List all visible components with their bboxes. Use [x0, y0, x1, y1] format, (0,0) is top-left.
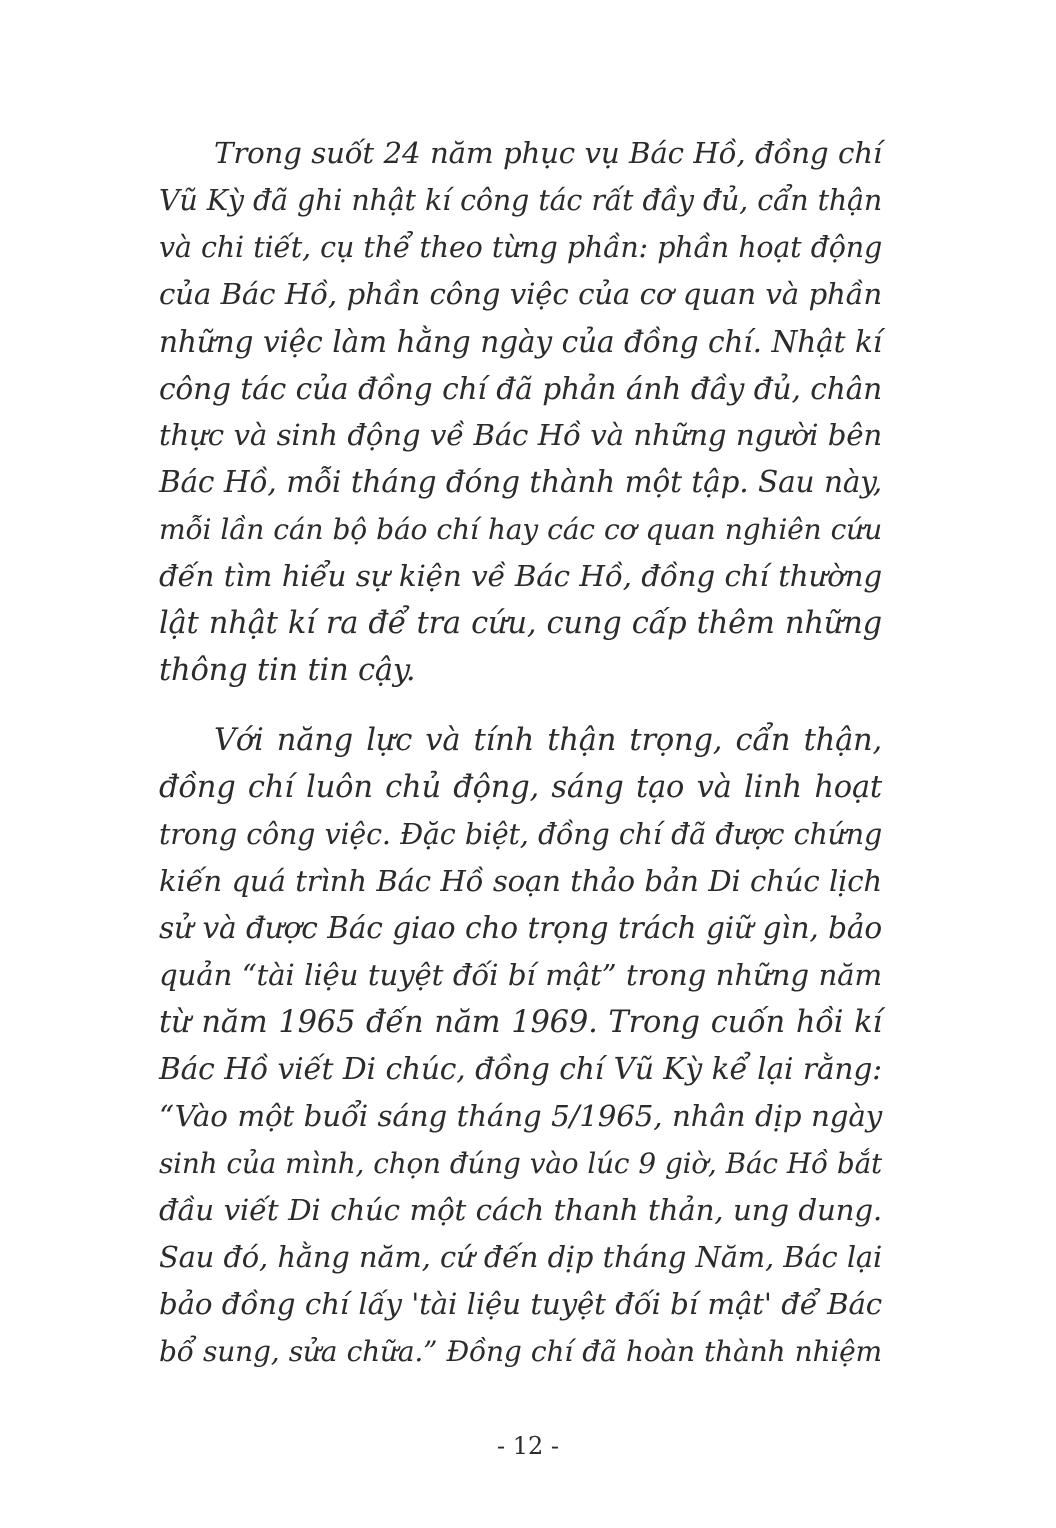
text-line: thực và sinh động về Bác Hồ và những người bên [159, 418, 882, 452]
text-line: quản “tài liệu tuyệt đối bí mật” trong những năm [159, 958, 882, 992]
text-line: Bác Hồ, mỗi tháng đóng thành một tập. Sau này, [159, 465, 882, 499]
text-line: thông tin tin cậy. [159, 653, 416, 688]
text-line: những việc làm hằng ngày của đồng chí. Nhật kí [159, 324, 882, 359]
text-line: đầu viết Di chúc một cách thanh thản, ung dung. [159, 1193, 882, 1227]
text-line: lật nhật kí ra để tra cứu, cung cấp thêm những [159, 606, 882, 641]
text-line: đến tìm hiểu sự kiện về Bác Hồ, đồng chí thường [159, 559, 882, 593]
text-line: của Bác Hồ, phần công việc của cơ quan và phần [159, 277, 882, 311]
text-line: Bác Hồ viết Di chúc, đồng chí Vũ Kỳ kể lại rằng: [159, 1052, 882, 1087]
text-line: Trong suốt 24 năm phục vụ Bác Hồ, đồng chí [214, 136, 882, 170]
text-line: và chi tiết, cụ thể theo từng phần: phần hoạt động [159, 231, 882, 264]
text-line: sinh của mình, chọn đúng vào lúc 9 giờ, Bác Hồ bắt [159, 1147, 882, 1180]
text-line: Vũ Kỳ đã ghi nhật kí công tác rất đầy đủ, cẩn thận [159, 184, 882, 217]
text-line: công tác của đồng chí đã phản ánh đầy đủ, chân [159, 371, 882, 406]
body-text [159, 130, 882, 1375]
text-line: mỗi lần cán bộ báo chí hay các cơ quan nghiên cứu [159, 513, 882, 546]
text-line: Sau đó, hằng năm, cứ đến dịp tháng Năm, Bác lại [159, 1240, 882, 1274]
page-number: - 12 - [496, 1432, 559, 1460]
paragraph-2 [159, 717, 882, 1375]
paragraph-spacer [159, 694, 882, 717]
text-line: “Vào một buổi sáng tháng 5/1965, nhân dịp ngày [159, 1099, 882, 1133]
text-line: Với năng lực và tính thận trọng, cẩn thận, [214, 723, 882, 758]
text-line: sử và được Bác giao cho trọng trách giữ gìn, bảo [159, 911, 882, 945]
text-line: đồng chí luôn chủ động, sáng tạo và linh hoạt [159, 770, 882, 805]
text-line: bổ sung, sửa chữa.” Đồng chí đã hoàn thành nhiệm [159, 1335, 882, 1368]
text-line: bảo đồng chí lấy 'tài liệu tuyệt đối bí mật' để Bác [159, 1287, 882, 1321]
text-line: từ năm 1965 đến năm 1969. Trong cuốn hồi kí [159, 1005, 882, 1040]
paragraph-1 [159, 130, 882, 694]
text-line: trong công việc. Đặc biệt, đồng chí đã được chứng [159, 818, 882, 851]
text-line: kiến quá trình Bác Hồ soạn thảo bản Di chúc lịch [159, 864, 882, 898]
